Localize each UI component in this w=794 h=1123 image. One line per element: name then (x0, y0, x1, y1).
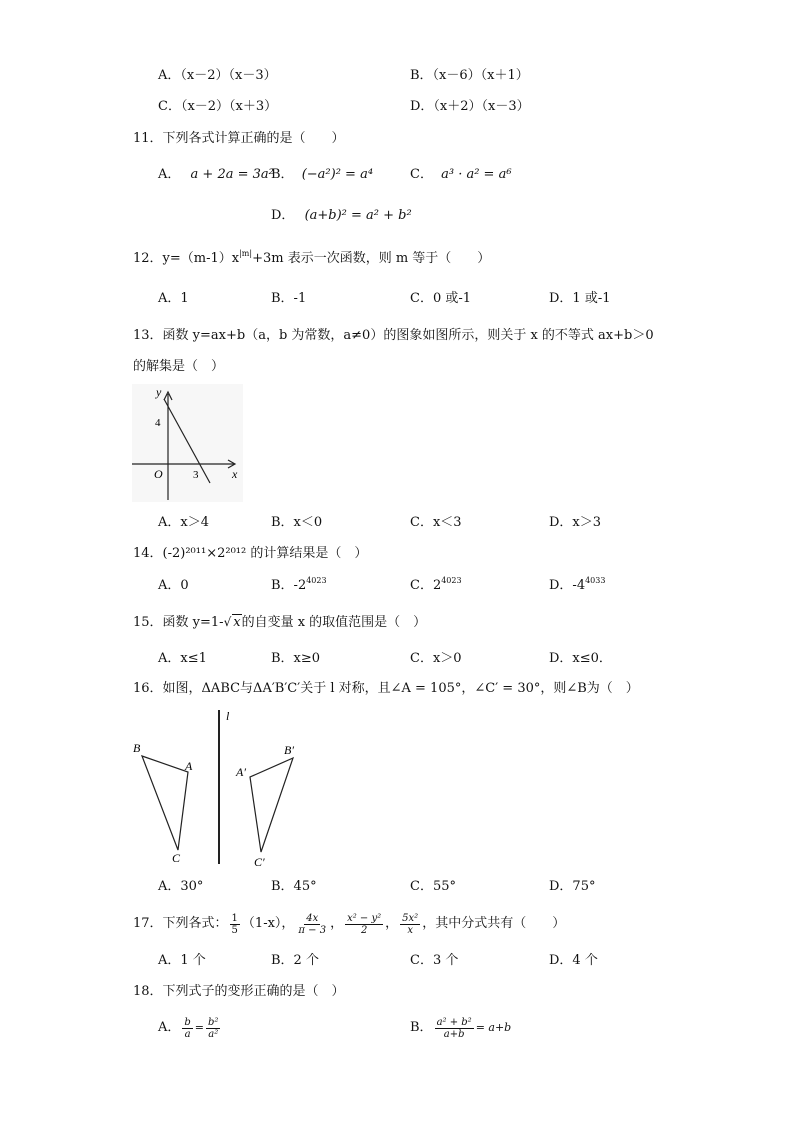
q13-stem: 13．函数 y=ax+b（a，b 为常数，a≠0）的图象如图所示，则关于 x 的不等式 ax+b＞0 (133, 328, 654, 343)
fraction-3 (345, 913, 383, 936)
vertex-c2-label: C′ (254, 855, 265, 869)
q15-stem (133, 613, 426, 632)
q14-option-a: A．0 (158, 578, 189, 593)
exponent: 4033 (585, 576, 606, 585)
q16-option-c: C．55° (410, 879, 456, 894)
q17-option-b: B．2 个 (271, 953, 319, 968)
fraction-lhs (182, 1017, 192, 1040)
q13-graph (130, 382, 245, 504)
stem-text: （1-x）， (241, 916, 295, 931)
vertex-a2-label: A′ (236, 765, 246, 779)
option-label: D． (271, 208, 295, 223)
option-formula: a³ · a² = a⁶ (441, 167, 512, 182)
fraction-2 (296, 913, 328, 936)
q16-figure (130, 702, 300, 874)
option-label: A． (158, 167, 181, 182)
q13-stem-cont: 的解集是（ ） (133, 359, 225, 374)
denominator: 2 (360, 924, 368, 936)
y-axis-label: y (156, 385, 162, 399)
q13-option-b: B．x＜0 (271, 515, 323, 530)
q17-option-d: D．4 个 (549, 953, 598, 968)
origin-label: O (154, 467, 163, 481)
q15-option-c: C．x＞0 (410, 651, 462, 666)
q17-option-a: A．1 个 (158, 953, 206, 968)
numerator: b² (208, 1016, 219, 1028)
q13-option-c: C．x＜3 (410, 515, 462, 530)
vertex-b-label: B (133, 741, 141, 755)
y-intercept-label: 4 (155, 417, 161, 429)
q16-option-a: A．30° (158, 879, 204, 894)
q11-option-d (271, 207, 412, 225)
stem-text: 15．函数 y=1- (133, 615, 224, 630)
q15-option-d: D．x≤0． (549, 651, 612, 666)
option-label: B． (271, 167, 294, 182)
q11-option-a (158, 166, 274, 184)
fraction-lhs (435, 1017, 474, 1040)
x-intercept-label: 3 (193, 469, 199, 481)
denominator: 5 (231, 924, 238, 936)
q13-option-a: A．x＞4 (158, 515, 209, 530)
option-formula: (a+b)² = a² + b² (304, 208, 412, 223)
vertex-c-label: C (172, 851, 181, 865)
q16-option-b: B．45° (271, 879, 317, 894)
q17-option-c: C．3 个 (410, 953, 459, 968)
fraction-4 (400, 913, 420, 936)
q16-option-d: D．75° (549, 879, 596, 894)
q12-stem (133, 250, 490, 268)
stem-text: 17．下列各式： (133, 916, 228, 931)
option-text: B．-2 (271, 578, 307, 593)
denominator: a² (208, 1028, 219, 1040)
q17-stem: 17．下列各式： $\frac{1}{5}$ （1-x）， $\frac{4x}{\pi - 3}$ ， $\frac{\text{x² − y²}}{2}$ ， $\frac{\text{5x²}}{x}$ ，其中分式共有（ ） (133, 904, 565, 944)
numerator: a² + b² (436, 1016, 472, 1028)
axis-label: l (226, 709, 230, 723)
q10-option-c: C．（x－2）（x＋3） (158, 99, 278, 114)
q15-option-a: A．x≤1 (158, 651, 207, 666)
option-label: A． (158, 1020, 181, 1035)
q14-option-c (410, 577, 462, 595)
option-text: C．2 (410, 578, 442, 593)
q11-option-b (271, 166, 373, 184)
option-formula: (−a²)² = a⁴ (301, 167, 374, 182)
exponent: |m| (239, 249, 253, 258)
radicand: x (233, 615, 241, 630)
q12-option-d: D．1 或-1 (549, 291, 611, 306)
q11-stem: 11．下列各式计算正确的是（ ） (133, 131, 345, 146)
option-label: B． (410, 1020, 433, 1035)
q13-option-d: D．x＞3 (549, 515, 602, 530)
q10-option-d: D．（x＋2）（x－3） (410, 99, 530, 114)
option-formula: a + 2a = 3a² (190, 167, 274, 182)
denominator: π − 3 (298, 924, 327, 936)
rhs-expression: = a+b (475, 1021, 512, 1034)
q14-stem: 14．(-2)²⁰¹¹×2²⁰¹² 的计算结果是（ ） (133, 546, 368, 561)
q12-option-c: C．0 或-1 (410, 291, 472, 306)
numerator: 5x² (402, 912, 419, 924)
fraction-1 (230, 913, 240, 936)
vertex-a-label: A (185, 759, 193, 773)
q18-option-b (410, 1010, 511, 1046)
q18-stem: 18．下列式子的变形正确的是（ ） (133, 984, 345, 999)
q12-option-a: A．1 (158, 291, 189, 306)
q14-option-d (549, 577, 605, 595)
q16-stem: 16．如图，ΔABC与ΔA′B′C′关于 l 对称，且∠A = 105°，∠C′ = 30°，则∠B为（ ） (133, 681, 639, 696)
denominator: a+b (443, 1028, 465, 1040)
numerator: x² − y² (347, 912, 382, 924)
numerator: 1 (231, 912, 238, 924)
option-label: C． (410, 167, 433, 182)
q15-option-b: B．x≥0 (271, 651, 321, 666)
stem-text: ，其中分式共有（ ） (422, 916, 566, 931)
q12-option-b: B．-1 (271, 291, 307, 306)
q10-option-b: B．（x－6）（x＋1） (410, 68, 529, 83)
stem-text: 12．y=（m-1）x (133, 251, 240, 266)
q14-option-b (271, 577, 327, 595)
option-text: D．-4 (549, 578, 586, 593)
exponent: 4023 (306, 576, 327, 585)
sqrt-sign: √ (223, 615, 232, 629)
denominator: x (407, 924, 413, 936)
triangle-a2b2c2 (250, 758, 293, 852)
q10-option-a: A．（x－2）（x－3） (158, 68, 277, 83)
stem-text: +3m 表示一次函数，则 m 等于（ ） (252, 251, 491, 266)
exponent: 4023 (441, 576, 462, 585)
x-axis-label: x (232, 467, 238, 481)
denominator: a (184, 1028, 191, 1040)
q18-option-a: A． $\frac{b}{a}$ = $\frac{\text{b²}}{\text{a²}}$ (158, 1010, 222, 1046)
numerator: 4x (306, 912, 319, 924)
triangle-abc (142, 756, 188, 850)
fraction-rhs (206, 1017, 220, 1040)
q11-option-c (410, 166, 512, 184)
vertex-b2-label: B′ (284, 743, 294, 757)
stem-text: 的自变量 x 的取值范围是（ ） (241, 615, 427, 630)
numerator: b (184, 1016, 191, 1028)
